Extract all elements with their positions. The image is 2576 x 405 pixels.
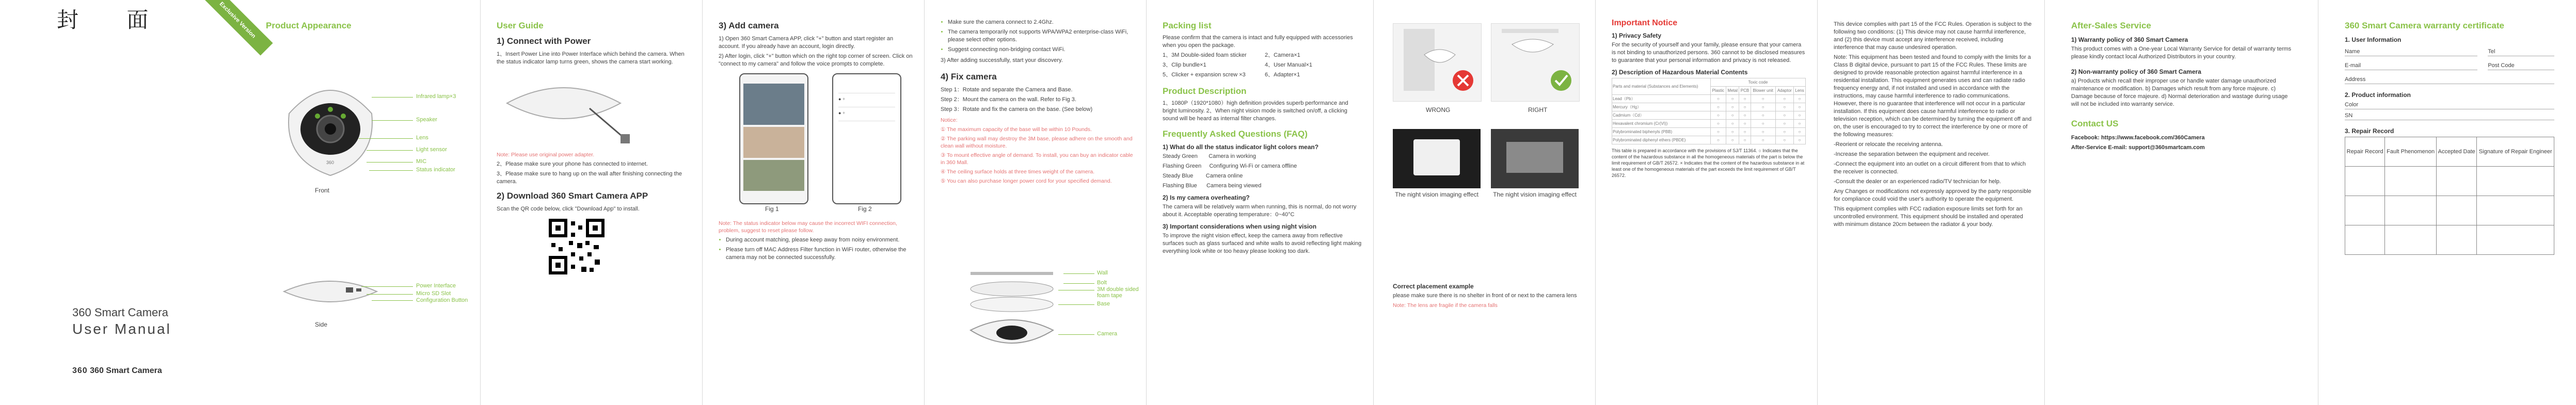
add-camera-note: Note: The status indicator below may cause the incorrect WIFI connection, problem, suggest to reset please follow. [719, 220, 897, 234]
placement-title: Correct placement example [1393, 283, 1474, 290]
faq1-row: Flashing Green Configuring Wi-Fi or camera offline [1163, 163, 1297, 169]
field-postcode[interactable]: Post Code [2488, 62, 2554, 70]
add-camera-p1: 1) Open 360 Smart Camera APP, click "+" button and start register an account. If you already have an account, login directly. [719, 36, 894, 50]
faq3-question: 3) Important considerations when using night vision [1163, 223, 1317, 230]
fix-note: ③ To mount effective angle of demand. To install, you can buy an indicator cable in 360 Mall. [941, 152, 1133, 166]
fix-camera-panel [929, 0, 1146, 405]
hazard-col: Plastic [1710, 87, 1726, 95]
exclusive-ribbon: Exclusive Version [202, 0, 273, 56]
fix-note: ⑤ You can also purchase longer power cord for your specified demand. [941, 178, 1112, 184]
hazard-table-head: Parts and material (Substances and Elements) [1612, 78, 1711, 95]
placement-p1: please make sure there is no shelter in front of or next to the camera lens [1393, 293, 1577, 299]
cover-brand [72, 366, 162, 376]
add-camera-bullet: • Please turn off MAC Address Filter function in WiFi router, otherwise the camera may not be connected successfully. [726, 246, 913, 262]
right-label: RIGHT [1528, 106, 1548, 114]
step2-title: 2) Download 360 Smart Camera APP [497, 191, 648, 201]
warranty-text: This product comes with a One-year Local Warranty Service for detail of warranty terms please kindly contact local Authorized Distributors in your country. [2071, 46, 2292, 60]
certificate-heading: 360 Smart Camera warranty certificate [2345, 21, 2504, 30]
faq1-question: 1) What do all the status indicator light colors mean? [1163, 143, 1319, 151]
privacy-title: 1) Privacy Safety [1612, 32, 1662, 39]
fix-bullet: • Suggest connecting non-bridging contact WiFi. [948, 46, 1135, 54]
facebook-link[interactable]: Facebook: https://www.facebook.com/360Camera [2071, 135, 2205, 141]
hazard-row: Cadmium（Cd） [1612, 111, 1711, 120]
after-sales-panel [2049, 0, 2318, 405]
phone-screenshot-1 [739, 73, 808, 204]
brand-logo-icon: 360 [72, 366, 88, 375]
placement-text [1393, 279, 1579, 311]
repair-col: Fault Phenomenon [2385, 137, 2437, 167]
repair-cell[interactable] [2477, 225, 2554, 255]
hazard-fine-print: This table is prepared in accordance with the provisions of SJ/T 11364. ○ Indicates that the content of the hazardous substance in all the homogeneous materials of the part is below the limit requirement of GB/T 26572. × Indicates that the content of the hazardous substance in at least one of the homogeneous materials of the part exceeds the limit requirement of GB/T 26572. [1612, 148, 1805, 178]
label-status-indicator: Status indicator [416, 167, 455, 173]
diagram-label-base: Base [1097, 301, 1110, 307]
cover-title: 封 面 [57, 7, 169, 33]
night-vision-wrong-image [1393, 129, 1481, 188]
repair-cell[interactable] [2477, 196, 2554, 225]
repair-cell[interactable] [2345, 196, 2385, 225]
caption-right: The night vision imaging effect [1493, 191, 1577, 198]
label-config-button: Configuration Button [416, 297, 468, 303]
user-guide-heading: User Guide [497, 21, 544, 30]
right-placement-image [1491, 23, 1580, 102]
fix-notes [941, 117, 1135, 185]
fix-bullet: • Make sure the camera connect to 2.4Ghz. [948, 19, 1135, 26]
hazard-table-head: Toxic code [1710, 78, 1805, 87]
add-camera-bullet: • During account matching, please keep away from noisy environment. [726, 236, 913, 244]
hazard-col: Adaptor [1775, 87, 1793, 95]
hazard-col: Lens [1793, 87, 1805, 95]
add-camera-panel [707, 0, 924, 405]
packing-panel [1151, 0, 1373, 405]
fcc-measure: -Reorient or relocate the receiving antenna. [1834, 141, 1943, 148]
repair-col: Repair Record [2345, 137, 2385, 167]
camera-side-illustration [279, 271, 382, 312]
warranty-title: 1) Warranty policy of 360 Smart Camera [2071, 36, 2188, 43]
after-sales-heading: After-Sales Service [2071, 21, 2151, 30]
fix-note: Notice: [941, 117, 958, 123]
email-link[interactable]: After-Service E-mail: support@360smartcam.com [2071, 144, 2205, 151]
fix-step1: Step 1：Rotate and separate the Camera and Base. [941, 87, 1073, 93]
notice-heading: Important Notice [1612, 19, 1678, 27]
faq3-answer: To improve the night vision effect, keep the camera away from reflective surfaces such as glass surfaced and white walls to avoid reflecting light making everything look white or too heavy please looking too dark. [1163, 233, 1362, 254]
step1-p2: 2、Please make sure your phone has connected to internet. [497, 161, 648, 167]
fix-step2: Step 2：Mount the camera on the wall. Refer to Fig 3. [941, 96, 1076, 103]
appearance-heading: Product Appearance [266, 21, 352, 30]
packing-item: 1、3M Double-sided foam sticker [1163, 52, 1247, 58]
hazard-row: Polybrominated diphenyl ethers (PBDE) [1612, 136, 1711, 144]
cover-subtitle-line2: User Manual [72, 321, 171, 337]
field-address[interactable]: Address [2345, 76, 2554, 84]
product-info-title: 2. Product information [2345, 91, 2411, 99]
packing-item: 6、Adapter×1 [1265, 72, 1300, 78]
hazard-col: Blower unit [1751, 87, 1775, 95]
diagram-label-bolt: Bolt [1097, 280, 1107, 286]
hazard-row: Hexavalent chromium (Cr(VI)) [1612, 120, 1711, 128]
label-power-interface: Power Interface [416, 283, 456, 289]
svg-text:360: 360 [326, 160, 335, 165]
certificate-panel [2323, 0, 2576, 405]
fix-note: ② The parking wall may destroy the 3M base, please adhere on the smooth and clean wall without moisture. [941, 136, 1133, 149]
repair-col: Signature of Repair Engineer [2477, 137, 2554, 167]
step2-p1: Scan the QR code below, click "Download App" to install. [497, 206, 640, 212]
packing-intro: Please confirm that the camera is intact and fully equipped with accessories when you open the package. [1163, 35, 1353, 48]
fix-step3: Step 3：Rotate and fix the camera on the base. (See below) [941, 106, 1093, 112]
caption-wrong: The night vision imaging effect [1395, 191, 1478, 198]
fix-note: ④ The ceiling surface holds at three times weight of the camera. [941, 169, 1095, 175]
side-caption: Side [315, 321, 328, 328]
user-info-title: 1. User Information [2345, 36, 2402, 43]
repair-cell[interactable] [2385, 196, 2437, 225]
add-camera-bullets [719, 236, 913, 262]
cover-panel [0, 0, 257, 405]
hazard-title: 2) Description of Hazardous Material Contents [1612, 69, 1748, 76]
packing-item: 4、User Manual×1 [1265, 62, 1313, 68]
faq2-question: 2) Is my camera overheating? [1163, 194, 1250, 201]
notice-panel [1600, 0, 1817, 405]
repair-table [2345, 137, 2554, 255]
wrong-placement-image [1393, 23, 1482, 102]
step1-p1: 1、Insert Power Line into Power Interface which behind the camera. When the status indicator lamp turns green, shows the camera start working. [497, 51, 685, 65]
field-color[interactable]: Color [2345, 102, 2554, 109]
privacy-text: For the security of yourself and your family, please ensure that your camera is not binding to unauthorized persons. 360 cannot to be disclosed measures to guarantee that your personal information and privacy is not released. [1612, 42, 1805, 63]
label-micro-sd: Micro SD Slot [416, 290, 451, 297]
repair-cell[interactable] [2436, 167, 2477, 196]
add-camera-heading: 3) Add camera [719, 21, 779, 30]
packing-item: 3、Clip bundle×1 [1163, 62, 1206, 68]
user-guide-panel [485, 0, 702, 405]
fcc-text1: This device complies with part 15 of the FCC Rules. Operation is subject to the following two conditions: (1) This device may not cause harmful interference, and (2) this device must accept any interference received, including interference that may cause undesired operation. [1834, 21, 2032, 51]
fix-camera-bullets [941, 19, 1135, 54]
repair-cell[interactable] [2477, 167, 2554, 196]
cover-subtitle [72, 304, 171, 337]
repair-cell[interactable] [2436, 225, 2477, 255]
hazard-row: Polybrominated biphenyls (PBB) [1612, 128, 1711, 136]
packing-item: 2、Camera×1 [1265, 52, 1300, 58]
hazard-row: Lead（Pb） [1612, 95, 1711, 103]
fix-after: 3) After adding successfully, start your discovery. [941, 57, 1063, 63]
camera-front-illustration [279, 72, 382, 181]
step1-p3: 3、Please make sure to hang up on the wall after finishing connecting the camera. [497, 171, 682, 185]
faq1-row: Steady Blue Camera online [1163, 173, 1243, 179]
repair-cell[interactable] [2345, 167, 2385, 196]
fcc-measure: -Connect the equipment into an outlet on a circuit different from that to which the receiver is connected. [1834, 161, 2026, 175]
faq1-row: Steady Green Camera in working [1163, 153, 1256, 159]
appearance-panel [243, 0, 480, 405]
cover-subtitle-line1: 360 Smart Camera [72, 306, 168, 319]
faq-heading: Frequently Asked Questions (FAQ) [1163, 129, 1308, 139]
cover-brand-text: 360 Smart Camera [90, 366, 162, 375]
placement-note: Note: The lens are fragile if the camera falls [1393, 302, 1498, 309]
fcc-panel [1822, 0, 2044, 405]
hazard-row: Mercury（Hg） [1612, 103, 1711, 111]
repair-cell[interactable] [2436, 196, 2477, 225]
fig2-caption: Fig 2 [858, 205, 872, 213]
fcc-text4: This equipment complies with FCC radiation exposure limits set forth for an uncontrolled environment. This equipment should be installed and operated with minimum distance 20cm between the radiator & your body. [1834, 206, 2023, 228]
faq2-answer: The camera will be relatively warm when running, this is normal, do not worry about it. Acceptable operating temperature：0~40°C [1163, 204, 1357, 218]
repair-cell[interactable] [2385, 225, 2437, 255]
fcc-text3: Any Changes or modifications not expressly approved by the party responsible for compliance could void the user's authority to operate the equipment. [1834, 188, 2031, 202]
field-name[interactable]: Name [2345, 48, 2477, 56]
wrong-label: WRONG [1426, 106, 1451, 114]
nonwarranty-title: 2) Non-warranty policy of 360 Smart Camera [2071, 68, 2202, 75]
hazard-col: PCB [1739, 87, 1751, 95]
packing-heading: Packing list [1163, 21, 1212, 30]
field-tel[interactable]: Tel [2488, 48, 2554, 56]
label-mic: MIC [416, 158, 427, 165]
field-sn[interactable]: SN [2345, 112, 2554, 120]
faq1-row: Flashing Blue Camera being viewed [1163, 183, 1262, 189]
fcc-text2: Note: This equipment has been tested and found to comply with the limits for a Class B digital device, pursuant to part 15 of the FCC Rules. These limits are designed to provide reasonable protection against harmful interference in a residential installation. This equipment generates uses and can radiate radio frequency energy and, if not installed and used in accordance with the instructions, may cause harmful interference to radio communications. However, there is no guarantee that interference will not occur in a particular installation. If this equipment does cause harmful interference to radio or television reception, which can be determined by turning the equipment off and on, the user is encouraged to try to correct the interference by one or more of the following measures: [1834, 54, 2032, 138]
step1-note: Note: Please use original power adapter. [497, 152, 595, 158]
fix-note: ① The maximum capacity of the base will be within 10 Pounds. [941, 126, 1092, 133]
diagram-label-camera: Camera [1097, 331, 1118, 337]
nonwarranty-text: a) Products which recall their improper use or handle water damage unauthorized maintenance or modification. b) Damages which result from any force majeure. c) Damage because of force majeure. d) Normal deterioration and wastage during usage will not be included into warranty service. [2071, 78, 2288, 107]
diagram-label-tape: 3M double sided foam tape [1097, 286, 1139, 299]
mounting-diagram [950, 268, 1069, 371]
repair-record-title: 3. Repair Record [2345, 127, 2394, 135]
front-caption: Front [315, 187, 330, 194]
label-lens: Lens [416, 135, 428, 141]
power-connection-illustration [497, 72, 631, 144]
packing-item: 5、Clicker + expansion screw ×3 [1163, 72, 1246, 78]
repair-cell[interactable] [2345, 225, 2385, 255]
fcc-measure: -Increase the separation between the equipment and receiver. [1834, 151, 1990, 157]
phone-screenshot-2: ● + ● + [832, 73, 901, 204]
add-camera-p2: 2) After login, click "+" button which on the right top corner of screen. Click on "connect to my camera" and follow the voice prompts to complete. [719, 53, 913, 67]
description-text: 1、1080P（1920*1080）high definition provides superb performance and bright luminosity. 2、When night vision mode is switched on/off, a clicking sound will be heard as internal filter changes. [1163, 100, 1348, 122]
fix-bullet: • The camera temporarily not supports WPA/WPA2 enterprise-class WiFi, please select other options. [948, 28, 1135, 44]
step1-title: 1) Connect with Power [497, 36, 591, 46]
qr-code-icon[interactable] [548, 218, 605, 275]
fcc-measure: -Consult the dealer or an experienced radio/TV technician for help. [1834, 179, 2001, 185]
description-heading: Product Description [1163, 86, 1247, 96]
field-email[interactable]: E-mail [2345, 62, 2477, 70]
fig1-caption: Fig 1 [765, 205, 779, 213]
repair-cell[interactable] [2385, 167, 2437, 196]
placement-panel [1378, 0, 1595, 405]
label-infrared: Infrared lamp×3 [416, 93, 456, 100]
label-speaker: Speaker [416, 117, 437, 123]
repair-col: Accepted Date [2436, 137, 2477, 167]
diagram-label-wall: Wall [1097, 270, 1108, 276]
fix-camera-heading: 4) Fix camera [941, 72, 997, 82]
night-vision-right-image [1491, 129, 1579, 188]
hazard-col: Metal [1726, 87, 1739, 95]
contact-heading: Contact US [2071, 119, 2119, 128]
packing-items [1163, 52, 1362, 81]
label-light-sensor: Light sensor [416, 147, 447, 153]
hazard-table: Parts and material (Substances and Elements) Toxic code Plastic Metal PCB Blower unit Adaptor Lens Lead（Pb） ○ ○ ○ ○ ○ ○ Mercury（Hg） ○ ○ ○ ○ ○ ○ Cadmium（Cd） ○ ○ ○ ○ ○ ○ Hexavalent chromium (Cr(VI)) ○ ○ ○ ○ ○ ○ Polybrominated biphenyls (PBB) ○ ○ ○ ○ ○ ○ Polybrominated diphenyl ethers (PBDE) ○ ○ ○ ○ ○ ○ [1612, 78, 1806, 144]
